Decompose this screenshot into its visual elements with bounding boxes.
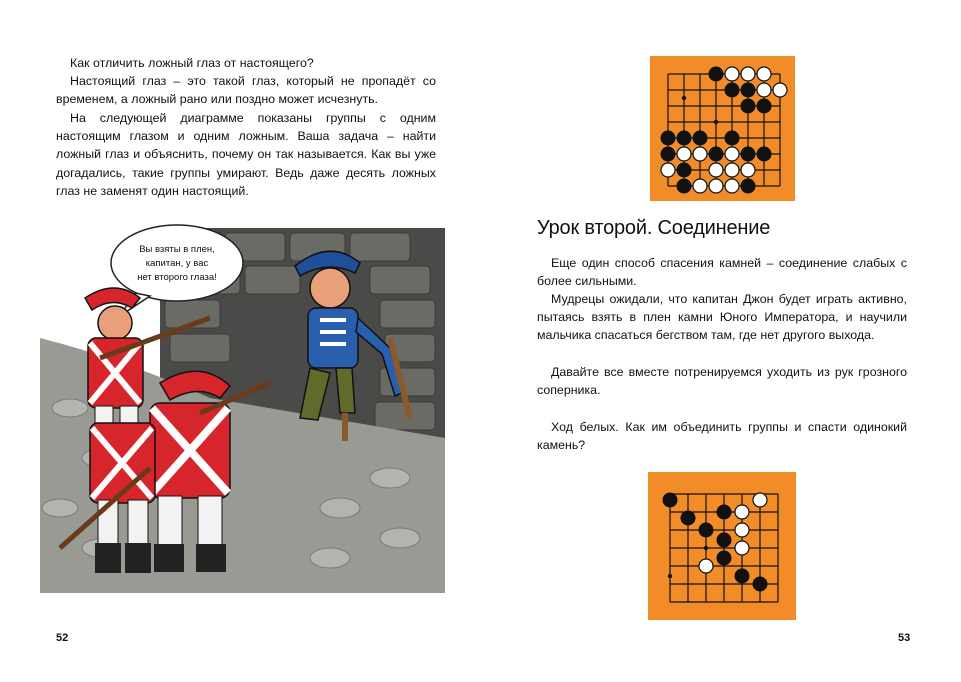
paragraph-practice: Давайте все вместе потренируемся уходить из рук грозного соперника.: [537, 365, 907, 398]
paragraph-problem: Ход белых. Как им объединить группы и спасти одинокий камень?: [537, 420, 907, 453]
paragraph-connection-intro: Еще один способ спасения камней – соединение слабых с более сильными.: [537, 256, 907, 289]
paragraph-true-eye: Настоящий глаз – это такой глаз, который не пропадёт со временем, а ложный рано или поздно может исчезнуть.: [56, 74, 436, 107]
go-board-grid: [650, 56, 795, 201]
paragraph-task: На следующей диаграмме показаны группы с одним настоящим глазом и одним ложным. Ваша задача – найти ложный глаз и объяснить, почему он так называется. Как вы уже догадались, такие группы умирают. Ведь даже десять ложных глаз не заменят один настоящий.: [56, 111, 436, 198]
page-number-left: 52: [56, 632, 69, 644]
go-board-grid: [648, 472, 796, 620]
left-page: [0, 0, 480, 682]
right-page: [480, 0, 961, 682]
pirate-capture-illustration: [40, 208, 445, 593]
lesson-heading: Урок второй. Соединение: [537, 217, 771, 239]
paragraph-sages: Мудрецы ожидали, что капитан Джон будет играть активно, пытаясь взять в плен камни Юного Императора, и научили мальчика спасаться бегством там, где нет другого выхода.: [537, 292, 907, 343]
svg-text:Вы взяты в плен,: Вы взяты в плен,: [139, 244, 215, 255]
go-board-diagram-1: [650, 56, 795, 201]
svg-text:нет второго глаза!: нет второго глаза!: [137, 272, 217, 283]
page-number-right: 53: [898, 632, 911, 644]
go-board-diagram-2: [648, 472, 796, 620]
paragraph-question: Как отличить ложный глаз от настоящего?: [70, 56, 314, 70]
svg-text:капитан, у вас: капитан, у вас: [145, 258, 209, 269]
